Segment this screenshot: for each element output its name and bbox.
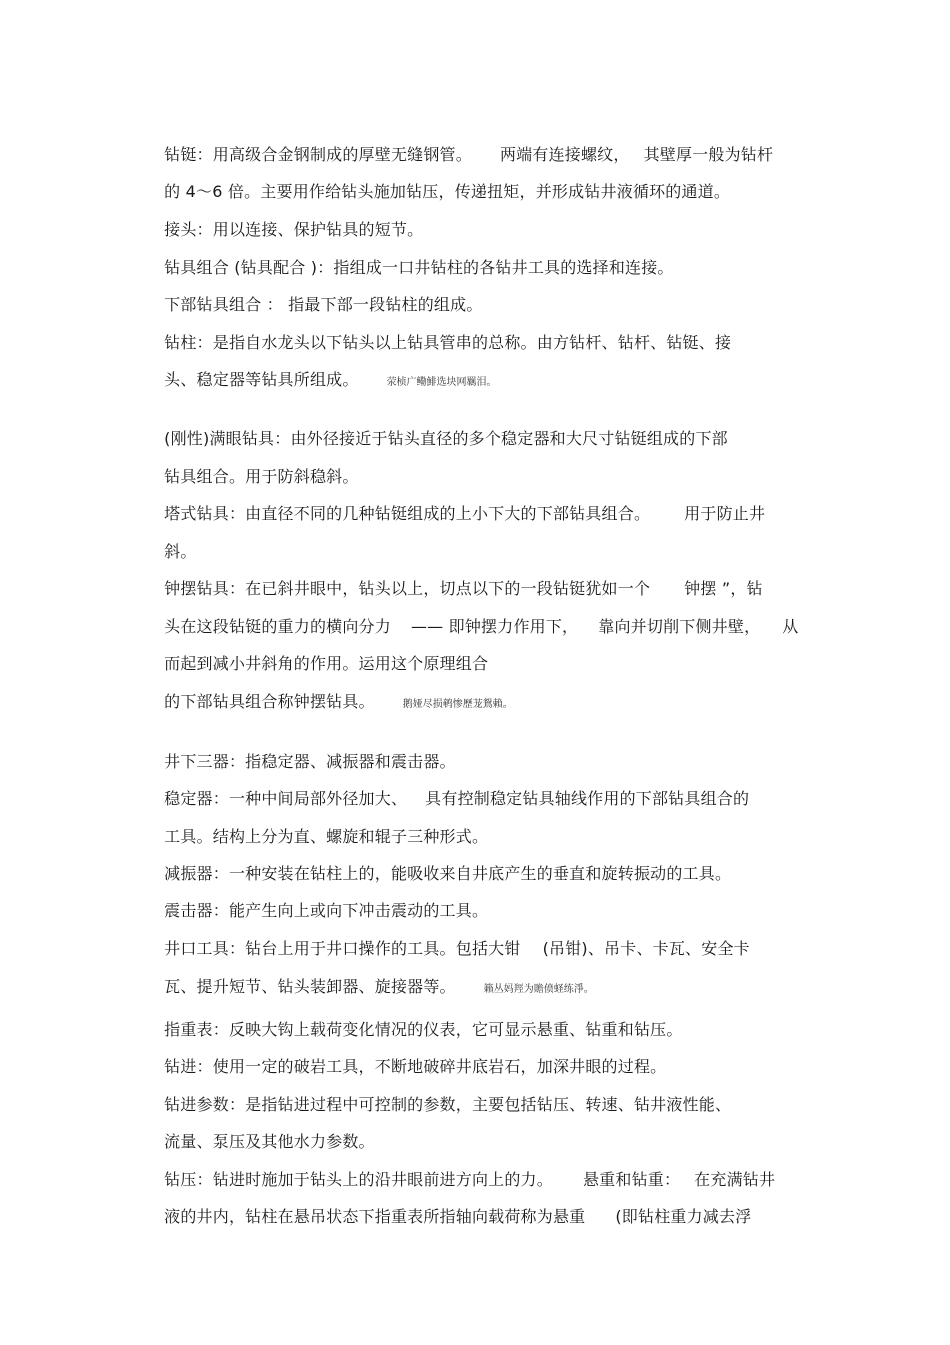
text-segment: 液的井内，钻柱在悬吊状态下指重表所指轴向载荷称为悬重 xyxy=(164,1207,586,1226)
text-segment: 其壁厚一般为钻杆 xyxy=(643,145,774,164)
text-segment: 两端有连接螺纹， xyxy=(499,145,630,164)
text-segment: 用于防止井 xyxy=(684,504,766,523)
text-segment: 具有控制稳定钻具轴线作用的下部钻具组合的 xyxy=(425,789,750,808)
text-segment: 钻进参数：是指钻进过程中可控制的参数，主要包括钻压、转速、钻井液性能、 xyxy=(164,1095,732,1114)
text-segment: (即钻柱重力减去浮 xyxy=(615,1207,752,1226)
text-segment: 钻具组合。用于防斜稳斜。 xyxy=(164,467,359,486)
watermark-text: 籟丛妈羥为贍偾蛏练淨。 xyxy=(483,984,594,995)
text-segment: 钻具组合 (钻具配合 )：指组成一口井钻柱的各钻井工具的选择和连接。 xyxy=(164,258,674,277)
text-segment: 从 xyxy=(782,617,799,636)
text-segment: 钻柱：是指自水龙头以下钻头以上钻具管串的总称。由方钻杆、钻杆、钻铤、接 xyxy=(164,333,732,352)
text-segment: 震击器：能产生向上或向下冲击震动的工具。 xyxy=(164,901,489,920)
text-segment: 指重表：反映大钩上载荷变化情况的仪表，它可显示悬重、钻重和钻压。 xyxy=(164,1020,683,1039)
text-line xyxy=(143,484,765,544)
text-segment: 钟摆钻具：在已斜井眼中，钻头以上，切点以下的一段钻铤犹如一个 xyxy=(164,579,651,598)
watermark-text: 荥桢广鳓鯡选块网羈泪。 xyxy=(386,377,497,388)
text-line xyxy=(143,350,497,413)
text-segment: 钟摆 ”，钻 xyxy=(684,579,763,598)
watermark-text: 鹅娅尽损鹌惨歷茏鴛賴。 xyxy=(402,699,513,710)
text-segment: 稳定器：一种中间局部外径加大、 xyxy=(164,789,408,808)
text-segment: 钻压：钻进时施加于钻头上的沿井眼前进方向上的力。 xyxy=(164,1170,553,1189)
text-segment: 工具。结构上分为直、螺旋和辊子三种形式。 xyxy=(164,827,489,846)
text-segment: 的 4～6 倍。主要用作给钻头施加钻压，传递扭矩，并形成钻井液循环的通道。 xyxy=(164,182,731,201)
text-segment: (吊钳)、吊卡、卡瓦、安全卡 xyxy=(542,939,750,958)
text-segment: 瓦、提升短节、钻头装卸器、旋接器等。 xyxy=(164,977,456,996)
text-segment: (刚性)满眼钻具：由外径接近于钻头直径的多个稳定器和大尺寸钻铤组成的下部 xyxy=(164,429,728,448)
text-segment: 斜。 xyxy=(164,542,197,561)
text-segment: 而起到减小井斜角的作用。运用这个原理组合 xyxy=(164,654,489,673)
text-line xyxy=(143,672,513,735)
text-line xyxy=(143,1187,751,1247)
text-segment: 接头：用以连接、保护钻具的短节。 xyxy=(164,220,424,239)
text-segment: 塔式钻具：由直径不同的几种钻铤组成的上小下大的下部钻具组合。 xyxy=(164,504,651,523)
text-segment: 流量、泵压及其他水力参数。 xyxy=(164,1132,375,1151)
text-segment: 下部钻具组合 ： 指最下部一段钻柱的组成。 xyxy=(164,295,483,314)
text-segment: 井下三器：指稳定器、减振器和震击器。 xyxy=(164,752,456,771)
text-segment: 减振器：一种安装在钻柱上的，能吸收来自井底产生的垂直和旋转振动的工具。 xyxy=(164,864,732,883)
text-segment: 悬重和钻重： xyxy=(582,1170,681,1189)
text-segment: 靠向并切削下侧井壁， xyxy=(598,617,761,636)
text-segment: 头在这段钻铤的重力的横向分力 xyxy=(164,617,391,636)
text-segment: 在充满钻井 xyxy=(694,1170,776,1189)
text-segment: 钻进：使用一定的破岩工具，不断地破碎井底岩石，加深井眼的过程。 xyxy=(164,1057,667,1076)
text-segment: 井口工具：钻台上用于井口操作的工具。包括大钳 xyxy=(164,939,521,958)
text-segment: 头、稳定器等钻具所组成。 xyxy=(164,370,359,389)
text-segment: 钻铤：用高级合金钢制成的厚壁无缝钢管。 xyxy=(164,145,472,164)
text-segment: 的下部钻具组合称钟摆钻具。 xyxy=(164,692,375,711)
text-segment: —— 即钟摆力作用下， xyxy=(410,617,579,636)
